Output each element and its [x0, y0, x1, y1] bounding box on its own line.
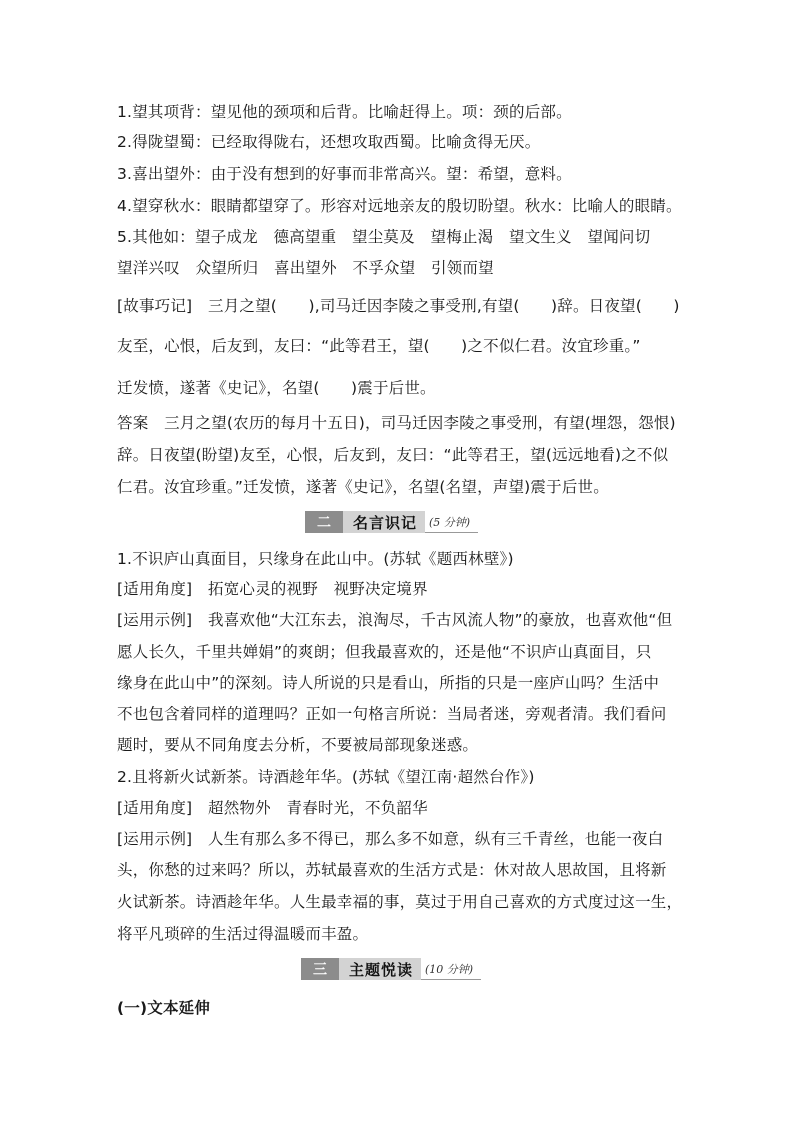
list-item: 1.望其项背：望见他的颈项和后背。比喻赶得上。项：颈的后部。	[117, 103, 572, 121]
subsection-title: (一)文本延伸	[117, 999, 211, 1017]
quote-example: 不也包含着同样的道理吗？正如一句格言所说：当局者迷，旁观者清。我们看问	[117, 705, 667, 723]
quote-example: 缘身在此山中”的深刻。诗人所说的只是看山，所指的只是一座庐山吗？生活中	[117, 674, 660, 692]
quote-example: 将平凡琐碎的生活过得温暖而丰盈。	[117, 925, 369, 943]
quote-angle: [适用角度] 拓宽心灵的视野 视野决定境界	[117, 580, 428, 598]
section-time: (5 分钟)	[425, 511, 478, 533]
quote-example: 题时，要从不同角度去分析，不要被局部现象迷惑。	[117, 736, 479, 754]
section-title: 名言识记	[343, 511, 425, 533]
quote-example: [运用示例] 人生有那么多不得已，那么多不如意，纵有三千青丝，也能一夜白	[117, 830, 664, 848]
quote-angle: [适用角度] 超然物外 青春时光，不负韶华	[117, 799, 428, 817]
quote-line: 2.且将新火试新茶。诗酒趁年华。(苏轼《望江南·超然台作》)	[117, 768, 535, 786]
story-line: [故事巧记] 三月之望( ),司马迁因李陵之事受刑,有望( )辞。日夜望( )	[117, 297, 680, 315]
section-header-3	[301, 958, 481, 980]
section-number: 二	[305, 511, 343, 533]
list-item: 4.望穿秋水：眼睛都望穿了。形容对远地亲友的殷切盼望。秋水：比喻人的眼睛。	[117, 197, 682, 215]
quote-example: [运用示例] 我喜欢他“大江东去，浪淘尽，千古风流人物”的豪放，也喜欢他“但	[117, 611, 673, 629]
list-item: 2.得陇望蜀：已经取得陇右，还想攻取西蜀。比喻贪得无厌。	[117, 133, 541, 151]
answer-line: 辞。日夜望(盼望)友至，心恨，后友到，友曰：“此等君王，望(远远地看)之不似	[117, 446, 669, 464]
quote-example: 火试新茶。诗酒趁年华。人生最幸福的事，莫过于用自己喜欢的方式度过这一生，	[117, 893, 683, 911]
answer-line: 仁君。汝宜珍重。”迁发愤，遂著《史记》，名望(名望，声望)震于后世。	[117, 478, 609, 496]
section-time: (10 分钟)	[421, 958, 481, 980]
section-title: 主题悦读	[339, 958, 421, 980]
quote-line: 1.不识庐山真面目，只缘身在此山中。(苏轼《题西林壁》)	[117, 550, 514, 568]
quote-example: 愿人长久，千里共婵娟”的爽朗；但我最喜欢的，还是他“不识庐山真面目，只	[117, 643, 652, 661]
story-line: 友至，心恨，后友到，友曰：“此等君王，望( )之不似仁君。汝宜珍重。”	[117, 337, 641, 355]
list-item: 3.喜出望外：由于没有想到的好事而非常高兴。望：希望，意料。	[117, 165, 572, 183]
section-number: 三	[301, 958, 339, 980]
section-header-2	[305, 511, 478, 533]
quote-example: 头，你愁的过来吗？所以，苏轼最喜欢的生活方式是：休对故人思故国，且将新	[117, 861, 667, 879]
list-item: 5.其他如：望子成龙 德高望重 望尘莫及 望梅止渴 望文生义 望闻问切	[117, 228, 651, 246]
answer-line: 答案 三月之望(农历的每月十五日)，司马迁因李陵之事受刑，有望(埋怨，怨恨)	[117, 414, 676, 432]
story-line: 迁发愤，遂著《史记》，名望( )震于后世。	[117, 379, 436, 397]
list-item-continued: 望洋兴叹 众望所归 喜出望外 不孚众望 引领而望	[117, 259, 494, 277]
